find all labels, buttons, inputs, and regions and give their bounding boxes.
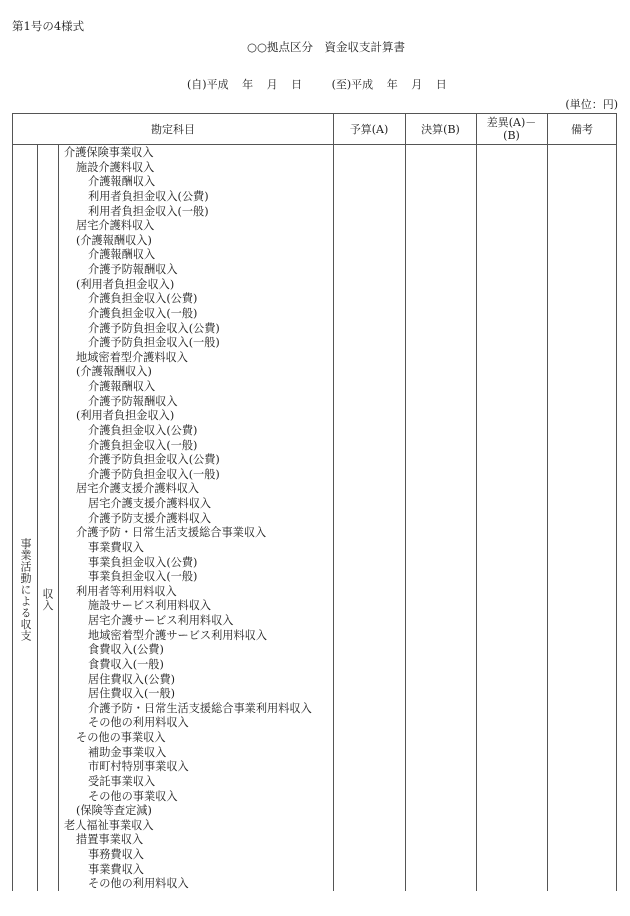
period-from-month: 月 bbox=[266, 78, 278, 91]
column-divider bbox=[333, 114, 334, 891]
header-budget bbox=[333, 114, 405, 145]
account-item: 介護予防負担金収入(一般) bbox=[88, 467, 220, 481]
header-remarks bbox=[547, 114, 617, 145]
account-item: 介護予防・日常生活支援総合事業収入 bbox=[76, 526, 267, 540]
header-actual-label: 決算(B) bbox=[421, 122, 460, 136]
account-item: 介護報酬収入 bbox=[88, 380, 156, 393]
account-item: 事業負担金収入(公費) bbox=[88, 555, 198, 569]
account-item: 補助金事業収入 bbox=[88, 745, 167, 759]
account-item: 食費収入(公費) bbox=[88, 643, 164, 657]
account-item: 事務費収入 bbox=[88, 848, 144, 861]
account-item: 居宅介護料収入 bbox=[76, 219, 155, 233]
form-number: 第1号の4様式 bbox=[12, 19, 85, 33]
account-item: 利用者負担金収入(一般) bbox=[88, 204, 209, 218]
document-title: ○○拠点区分 資金収支計算書 bbox=[246, 40, 406, 54]
header-difference bbox=[476, 114, 547, 145]
header-remarks-label: 備考 bbox=[571, 122, 593, 136]
period-from-label: (自)平成 bbox=[187, 78, 229, 91]
header-difference-line1: 差異(A)－ bbox=[486, 116, 537, 129]
account-item: 施設サービス利用料収入 bbox=[88, 599, 212, 613]
account-item: (介護報酬収入) bbox=[76, 233, 152, 247]
account-item: その他の利用料収入 bbox=[88, 716, 189, 730]
account-item: 措置事業収入 bbox=[76, 833, 144, 847]
account-item: (保険等査定減) bbox=[76, 804, 152, 818]
account-item: 利用者負担金収入(公費) bbox=[88, 189, 209, 203]
header-budget-label: 予算(A) bbox=[349, 122, 389, 136]
account-item: 老人福祉事業収入 bbox=[64, 818, 154, 832]
account-item: 介護保険事業収入 bbox=[64, 146, 154, 159]
period-to-label: (至)平成 bbox=[331, 78, 374, 91]
account-item: (利用者負担金収入) bbox=[76, 277, 175, 291]
account-item: 受託事業収入 bbox=[88, 774, 156, 788]
column-divider bbox=[37, 145, 38, 891]
header-actual bbox=[405, 114, 476, 145]
period-to-month: 月 bbox=[411, 78, 423, 91]
account-item: 介護報酬収入 bbox=[88, 248, 156, 262]
account-item: 居住費収入(公費) bbox=[88, 672, 176, 686]
header-account bbox=[13, 114, 333, 145]
account-item: 市町村特別事業収入 bbox=[88, 760, 189, 774]
account-item: 居住費収入(一般) bbox=[88, 687, 176, 701]
account-item: 利用者等利用料収入 bbox=[76, 584, 177, 598]
account-item: (利用者負担金収入) bbox=[76, 409, 175, 423]
account-item: 施設介護料収入 bbox=[76, 160, 155, 174]
period-from-day: 日 bbox=[291, 78, 303, 91]
cash-flow-table bbox=[12, 113, 617, 891]
column-divider bbox=[405, 114, 406, 891]
account-item: 居宅介護支援介護料収入 bbox=[76, 482, 200, 496]
account-item: 事業費収入 bbox=[88, 540, 144, 554]
account-item: 地域密着型介護サービス利用料収入 bbox=[88, 628, 268, 642]
account-item: 事業負担金収入(一般) bbox=[88, 570, 198, 584]
account-item: 居宅介護支援介護料収入 bbox=[88, 497, 212, 510]
account-item: その他の事業収入 bbox=[76, 731, 166, 744]
account-item: 食費収入(一般) bbox=[88, 657, 164, 671]
header-difference-line2: (B) bbox=[503, 129, 520, 142]
account-item: その他の事業収入 bbox=[88, 789, 178, 803]
account-item: 介護報酬収入 bbox=[88, 175, 156, 189]
account-item: 介護予防報酬収入 bbox=[88, 394, 178, 408]
account-item: 介護負担金収入(一般) bbox=[88, 306, 198, 320]
account-item: 介護予防負担金収入(一般) bbox=[88, 336, 220, 350]
account-item: 介護予防負担金収入(公費) bbox=[88, 453, 220, 467]
account-item: (介護報酬収入) bbox=[76, 365, 152, 379]
account-item: 地域密着型介護料収入 bbox=[76, 350, 188, 364]
header-account-label: 勘定科目 bbox=[151, 122, 195, 136]
period-from-year: 年 bbox=[242, 78, 254, 91]
column-divider bbox=[476, 114, 477, 891]
account-item: 介護予防支援介護料収入 bbox=[88, 511, 212, 525]
column-divider bbox=[547, 114, 548, 891]
subsection-label: 収入 bbox=[41, 588, 54, 611]
account-item: 介護負担金収入(公費) bbox=[88, 423, 198, 437]
section-label: 事業活動による収支 bbox=[19, 538, 32, 642]
unit-label: (単位：円) bbox=[565, 98, 618, 111]
period-to-year: 年 bbox=[386, 78, 398, 91]
account-items-list bbox=[59, 146, 333, 892]
period-line bbox=[187, 76, 447, 92]
account-item: その他の利用料収入 bbox=[88, 877, 189, 891]
account-item: 事業費収入 bbox=[88, 862, 144, 876]
account-item: 介護負担金収入(一般) bbox=[88, 438, 198, 452]
account-item: 介護予防報酬収入 bbox=[88, 263, 178, 276]
account-item: 介護負担金収入(公費) bbox=[88, 292, 198, 306]
account-item: 介護予防負担金収入(公費) bbox=[88, 321, 220, 335]
period-to-day: 日 bbox=[435, 78, 447, 91]
account-item: 介護予防・日常生活支援総合事業利用料収入 bbox=[88, 701, 312, 715]
account-item: 居宅介護サービス利用料収入 bbox=[88, 614, 234, 627]
